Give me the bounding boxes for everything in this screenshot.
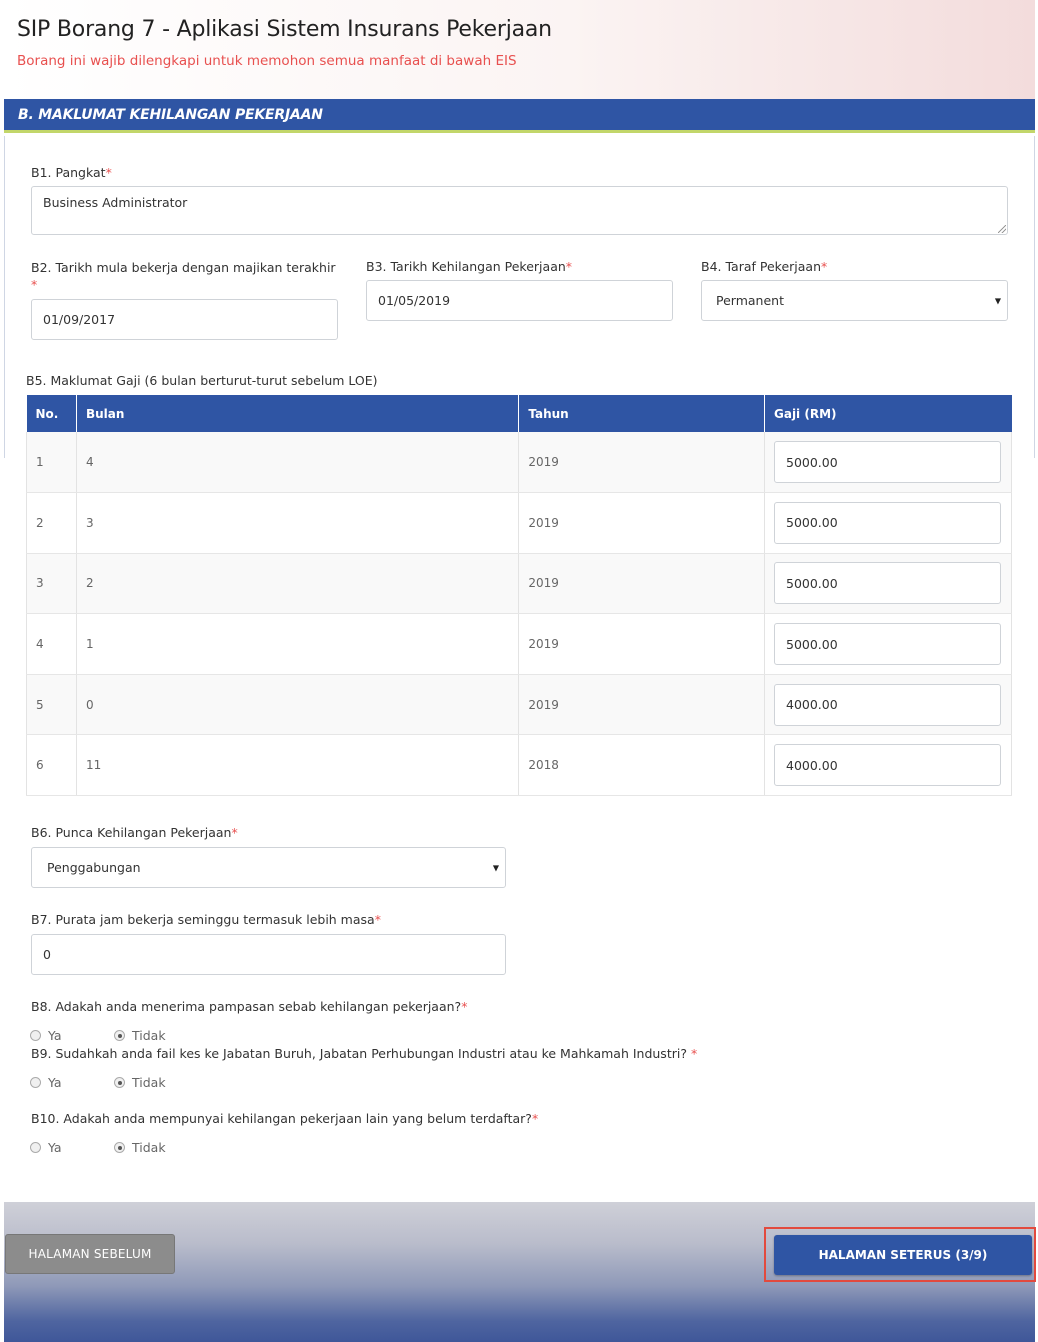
gaji-table bbox=[26, 395, 1012, 796]
cell-tahun: 2019 bbox=[519, 493, 765, 554]
cell-no: 1 bbox=[27, 432, 77, 493]
b6-label: B6. Punca Kehilangan Pekerjaan* bbox=[31, 825, 238, 840]
tarikh-kehilangan-input[interactable] bbox=[366, 280, 673, 321]
punca-kehilangan-select[interactable] bbox=[31, 847, 506, 888]
section-title: B. MAKLUMAT KEHILANGAN PEKERJAAN bbox=[18, 107, 323, 123]
table-row bbox=[27, 432, 1012, 493]
chevron-down-icon: ▼ bbox=[492, 863, 499, 872]
cell-tahun: 2019 bbox=[519, 553, 765, 614]
b7-label: B7. Purata jam bekerja seminggu termasuk lebih masa* bbox=[31, 912, 381, 927]
table-row bbox=[27, 553, 1012, 614]
b5-label: B5. Maklumat Gaji (6 bulan berturut-turut sebelum LOE) bbox=[26, 373, 378, 388]
next-button-highlight bbox=[764, 1227, 1036, 1282]
purata-jam-value: 0 bbox=[43, 947, 51, 962]
radio-button[interactable] bbox=[30, 1077, 41, 1088]
form-page bbox=[4, 0, 1035, 1342]
cell-bulan: 3 bbox=[76, 493, 518, 554]
cell-tahun: 2019 bbox=[519, 432, 765, 493]
cell-bulan: 0 bbox=[76, 674, 518, 735]
table-header-row bbox=[27, 395, 1012, 432]
tarikh-mula-input[interactable] bbox=[31, 299, 338, 340]
cell-tahun: 2019 bbox=[519, 614, 765, 675]
b10-label: B10. Adakah anda mempunyai kehilangan pekerjaan lain yang belum terdaftar?* bbox=[31, 1111, 539, 1126]
tarikh-mula-value: 01/09/2017 bbox=[43, 312, 116, 327]
pangkat-textarea[interactable] bbox=[31, 186, 1008, 235]
next-page-button[interactable]: HALAMAN SETERUS (3/9) bbox=[774, 1235, 1032, 1275]
gaji-input[interactable]: 4000.00 bbox=[774, 684, 1001, 726]
cell-gaji bbox=[765, 614, 1012, 675]
radio-button-selected[interactable] bbox=[114, 1077, 125, 1088]
punca-kehilangan-value: Penggabungan bbox=[47, 860, 141, 875]
page-title: SIP Borang 7 - Aplikasi Sistem Insurans Pekerjaan bbox=[17, 17, 552, 42]
cell-bulan: 2 bbox=[76, 553, 518, 614]
gaji-input[interactable]: 5000.00 bbox=[774, 562, 1001, 604]
chevron-down-icon: ▼ bbox=[994, 296, 1001, 305]
cell-no: 4 bbox=[27, 614, 77, 675]
table-row bbox=[27, 493, 1012, 554]
cell-bulan: 1 bbox=[76, 614, 518, 675]
column-header-no: No. bbox=[27, 395, 77, 432]
cell-tahun: 2018 bbox=[519, 735, 765, 796]
taraf-pekerjaan-select[interactable] bbox=[701, 280, 1008, 321]
cell-gaji bbox=[765, 493, 1012, 554]
cell-no: 3 bbox=[27, 553, 77, 614]
radio-button-selected[interactable] bbox=[114, 1142, 125, 1153]
column-header-gaji: Gaji (RM) bbox=[765, 395, 1012, 432]
cell-tahun: 2019 bbox=[519, 674, 765, 735]
radio-button-selected[interactable] bbox=[114, 1030, 125, 1041]
b8-radio-tidak[interactable]: Tidak bbox=[114, 1028, 166, 1043]
cell-no: 5 bbox=[27, 674, 77, 735]
cell-bulan: 4 bbox=[76, 432, 518, 493]
page-header bbox=[4, 0, 1035, 99]
b4-label: B4. Taraf Pekerjaan* bbox=[701, 259, 828, 274]
b2-label: B2. Tarikh mula bekerja dengan majikan terakhir * bbox=[31, 260, 336, 292]
page-subtitle: Borang ini wajib dilengkapi untuk memohon semua manfaat di bawah EIS bbox=[17, 53, 517, 69]
previous-page-button[interactable]: HALAMAN SEBELUM bbox=[5, 1234, 175, 1274]
table-row bbox=[27, 674, 1012, 735]
taraf-pekerjaan-value: Permanent bbox=[716, 293, 784, 308]
tarikh-kehilangan-value: 01/05/2019 bbox=[378, 293, 451, 308]
b9-radio-tidak[interactable]: Tidak bbox=[114, 1075, 166, 1090]
cell-gaji bbox=[765, 553, 1012, 614]
b8-radio-ya[interactable]: Ya bbox=[30, 1028, 62, 1043]
divider bbox=[1034, 136, 1035, 458]
radio-button[interactable] bbox=[30, 1142, 41, 1153]
gaji-input[interactable]: 4000.00 bbox=[774, 744, 1001, 786]
radio-button[interactable] bbox=[30, 1030, 41, 1041]
b9-radio-ya[interactable]: Ya bbox=[30, 1075, 62, 1090]
b10-radio-tidak[interactable]: Tidak bbox=[114, 1140, 166, 1155]
column-header-bulan: Bulan bbox=[76, 395, 518, 432]
gaji-input[interactable]: 5000.00 bbox=[774, 623, 1001, 665]
b8-label: B8. Adakah anda menerima pampasan sebab kehilangan pekerjaan?* bbox=[31, 999, 468, 1014]
b10-radio-ya[interactable]: Ya bbox=[30, 1140, 62, 1155]
cell-gaji bbox=[765, 674, 1012, 735]
cell-gaji bbox=[765, 735, 1012, 796]
section-header bbox=[4, 99, 1035, 133]
purata-jam-input[interactable] bbox=[31, 934, 506, 975]
gaji-input[interactable]: 5000.00 bbox=[774, 502, 1001, 544]
divider bbox=[4, 136, 5, 458]
cell-no: 6 bbox=[27, 735, 77, 796]
cell-no: 2 bbox=[27, 493, 77, 554]
b3-label: B3. Tarikh Kehilangan Pekerjaan* bbox=[366, 259, 573, 274]
b1-label: B1. Pangkat* bbox=[31, 165, 112, 180]
table-row bbox=[27, 735, 1012, 796]
cell-bulan: 11 bbox=[76, 735, 518, 796]
b9-label: B9. Sudahkah anda fail kes ke Jabatan Buruh, Jabatan Perhubungan Industri atau ke Mahkamah Industri? * bbox=[31, 1046, 698, 1061]
gaji-input[interactable]: 5000.00 bbox=[774, 441, 1001, 483]
cell-gaji bbox=[765, 432, 1012, 493]
table-row bbox=[27, 614, 1012, 675]
column-header-tahun: Tahun bbox=[519, 395, 765, 432]
resize-handle[interactable] bbox=[998, 225, 1006, 233]
pangkat-value: Business Administrator bbox=[43, 195, 188, 210]
